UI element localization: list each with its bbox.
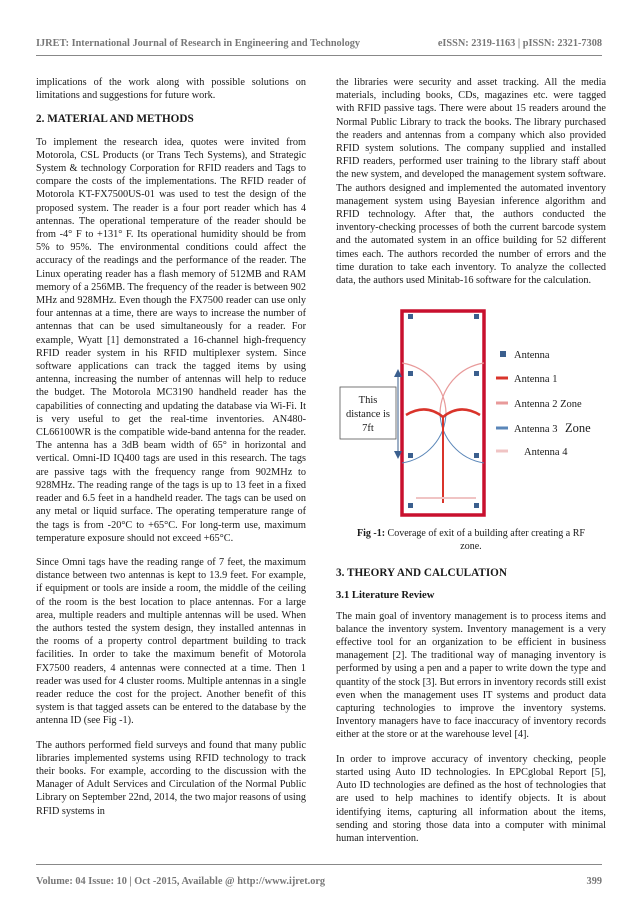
legend-antenna3-zone: Zone	[565, 421, 591, 436]
methods-paragraph-1: To implement the research idea, quotes were invited from Motorola, CSL Products (or Trans Tech Systems), and Strategic System & technology Corporation for RFID readers and Tags to compare the costs of the implementations. The RFID reader of Motorola KT-FX7500US-01 was used to test the design of the proposed system. The reader is a four port reader which has 4 antennas. The operational temperature of the reader should be from -4° F to +131° F. Its operational humidity should be from 5% to 95%. The environmental conditions could affect the accuracy of the readings and the performance of the reader. The Linux operating reader has a flash memory of 512MB and RAM memory of a 256MB. The frequency of the reader is between 902 MHz and 928MHz. Even though the FX7500 reader can use only four antennas at a time, there are ways to increase the number of antennas that can be used simultaneously for a reader. For example, Wyatt [1] demonstrated a 16-channel high-frequency RFID reader system in his RFID multiplexer system. Since software applications can track the tagged items by using antenna, increasing the number of antennas will help to reduce the budget. The Motorola MC3190 handheld reader has the capabilities of connecting and updating the database via Wi-Fi. It is very useful to get the real-time inventories. AN480-CL66100WR is the compatible wide-band antenna for the reader. The antenna has a 3dB beam width of 65° in horizontal and vertical. Omni-ID IQ400 tags are used in this research. The tags are passive tags with the frequency range from 902MHz to 928MHz. The reading range of the tags is up to 13 feet in a fixed reader and 6.5 feet in a handheld reader. The tags can be used on any metal or liquid surface. The operating temperature range of the tags is from -20°C to +65°C. For long-term use, maximum temperature exposure should not exceed +65°C.	[36, 136, 306, 544]
page-header	[36, 38, 602, 49]
zone-arc-2b	[440, 363, 484, 413]
antenna-mid-right	[474, 371, 479, 376]
legend-antenna: Antenna	[514, 350, 550, 362]
page-number: 399	[586, 876, 602, 887]
zone-arc-1	[406, 410, 480, 418]
antenna-mid-left	[408, 371, 413, 376]
left-column	[36, 76, 306, 829]
antenna-top-right	[474, 314, 479, 319]
caption-label: Fig -1:	[357, 528, 386, 540]
figure-rf-zone	[336, 303, 606, 528]
header-rule	[36, 55, 602, 56]
page-footer	[36, 876, 602, 887]
footer-rule	[36, 864, 602, 865]
antenna-low-left	[408, 453, 413, 458]
literature-paragraph-2: In order to improve accuracy of inventory checking, people started using Auto ID technologies. In EPCglobal Report [5], Auto ID technologies are defined as the host of technologies that are used to help machines to identify objects. It is about identifying items, capturing all information about the items, sending and storing those data into a computer with minimal human intervention.	[336, 753, 606, 844]
antenna-top-left	[408, 314, 413, 319]
literature-paragraph-1: The main goal of inventory management is to process items and balance the inventory system. Inventory management is a very effective tool for an organization to be efficient in business management [2]. The traditional way of managing inventory is performed by using a pen and a paper to write down the type and quantity of the stock [3]. But errors in inventory records still exist even when the management uses IT systems and product data capturing technologies to improve the inventory systems. Inventory managers have to face inaccuracy of inventory records either at the store or at the warehouse level [4].	[336, 610, 606, 741]
legend-antenna-swatch	[500, 351, 506, 357]
zone-arc-2	[402, 363, 446, 413]
distance-label-line3: 7ft	[362, 423, 374, 435]
distance-label-line2: distance is	[345, 409, 391, 421]
section-3-heading: 3. THEORY AND CALCULATION	[336, 567, 507, 580]
figure-caption	[336, 528, 606, 553]
rf-zone-diagram	[336, 303, 606, 528]
methods-paragraph-3: The authors performed field surveys and found that many public libraries implemented systems using RFID technology to track their books. For example, according to the discussion with the Manager of Adult Services and Circulation of the Normal Public Library on September 22nd, 2014, the two major reasons of using RFID systems in	[36, 739, 306, 817]
intro-paragraph: implications of the work along with possible solutions on limitations and suggestions for future work.	[36, 77, 306, 102]
distance-label-line1: This	[358, 395, 378, 407]
subsection-3-1-heading: 3.1 Literature Review	[336, 590, 435, 602]
right-paragraph-1: the libraries were security and asset tracking. All the media materials, including books, CDs, magazines etc. were tagged with RFID passive tags. There were about 15 readers around the Normal Public Library to track the books. The library purchased the readers and antennas from a company which also provided RFID system solutions. The company supplied and installed RFID readers, performed user training to the library staff about the new system, and developed the management system software. The authors designed and implemented the automated inventory management system using Bayesian inference algorithm and RFID technology. After that, the authors conducted the inventory-checking processes of both the current barcode system and the automated system in an office building for 52 different times each. The authors recorded the number of errors and the time duration to take each inventory. To analyze the collected data, the authors used Minitab-16 software for the calculation.	[336, 77, 606, 287]
journal-issn: eISSN: 2319-1163 | pISSN: 2321-7308	[437, 38, 602, 49]
methods-paragraph-2: Since Omni tags have the reading range of 7 feet, the maximum distance between two antennas is kept to 13.9 feet. For example, if equipment or tools are inside a room, the middle of the ceiling of the room is the best location to place antennas. For a large area, multiple readers and multiple antennas will be used. When the authors tested the system design, they installed antennas in the rooms of a property control department building to track facilities. In order to take the maximum benefit of Motorola FX7500 readers, 4 antennas were connected at a time. Then 1 reader was used for 4 cluster rooms. Multiple antennas in a single reader reduce the cost for the project. Another benefit of this system is that tagged assets can be entered to the database by the antenna ID (see Fig -1).	[36, 556, 306, 727]
caption-text: Coverage of exit of a building after creating a RF zone.	[385, 528, 585, 552]
antenna-bottom-right	[474, 503, 479, 508]
antenna-bottom-left	[408, 503, 413, 508]
legend-antenna2: Antenna 2 Zone	[514, 399, 582, 411]
legend-antenna1: Antenna 1	[514, 374, 558, 386]
right-column	[336, 76, 606, 856]
journal-title: IJRET: International Journal of Research in Engineering and Technology	[36, 38, 361, 49]
section-2-heading: 2. MATERIAL AND METHODS	[36, 113, 194, 126]
footer-volume: Volume: 04 Issue: 10 | Oct -2015, Available @ http://www.ijret.org	[36, 876, 326, 887]
legend-antenna3: Antenna 3	[514, 424, 558, 436]
antenna-low-right	[474, 453, 479, 458]
legend-antenna4: Antenna 4	[524, 447, 568, 459]
